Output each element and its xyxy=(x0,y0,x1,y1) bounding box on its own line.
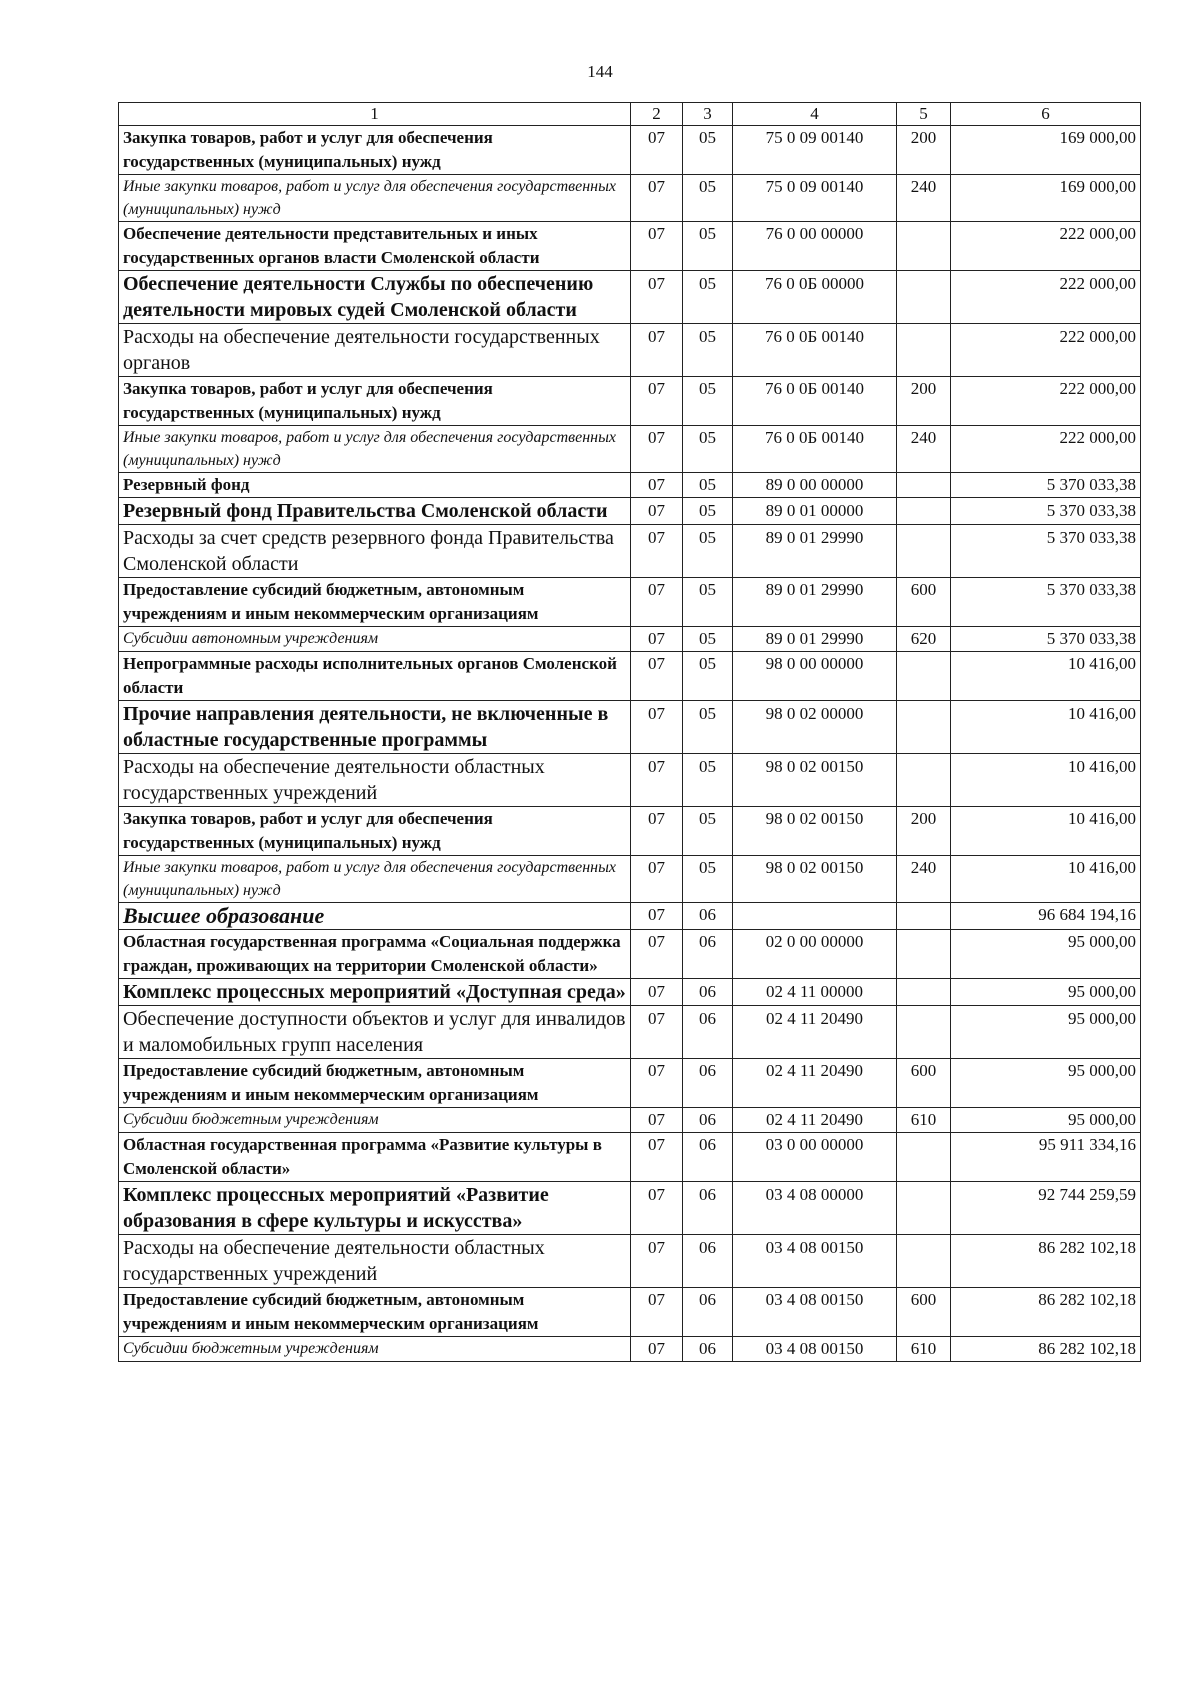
row-name: Предоставление субсидий бюджетным, автономным учреждениям и иным некоммерческим организациям xyxy=(119,1288,631,1337)
row-target-code: 75 0 09 00140 xyxy=(733,126,897,175)
row-subsection: 06 xyxy=(683,1059,733,1108)
row-section: 07 xyxy=(631,807,683,856)
row-expense-type: 620 xyxy=(897,627,951,652)
row-subsection: 06 xyxy=(683,1235,733,1288)
row-target-code: 03 0 00 00000 xyxy=(733,1133,897,1182)
row-expense-type: 240 xyxy=(897,426,951,473)
row-section: 07 xyxy=(631,979,683,1006)
row-expense-type xyxy=(897,1133,951,1182)
row-section: 07 xyxy=(631,652,683,701)
row-section: 07 xyxy=(631,903,683,930)
row-target-code: 02 4 11 20490 xyxy=(733,1059,897,1108)
row-expense-type xyxy=(897,903,951,930)
row-section: 07 xyxy=(631,627,683,652)
row-amount: 222 000,00 xyxy=(951,426,1141,473)
row-target-code: 98 0 02 00150 xyxy=(733,754,897,807)
row-subsection: 05 xyxy=(683,807,733,856)
row-expense-type xyxy=(897,701,951,754)
row-target-code: 02 4 11 00000 xyxy=(733,979,897,1006)
row-subsection: 05 xyxy=(683,525,733,578)
row-target-code: 98 0 00 00000 xyxy=(733,652,897,701)
row-section: 07 xyxy=(631,1108,683,1133)
row-expense-type: 200 xyxy=(897,377,951,426)
row-expense-type xyxy=(897,498,951,525)
row-subsection: 06 xyxy=(683,930,733,979)
row-amount: 86 282 102,18 xyxy=(951,1235,1141,1288)
row-target-code: 02 4 11 20490 xyxy=(733,1108,897,1133)
table-row xyxy=(119,1006,1141,1059)
row-expense-type: 600 xyxy=(897,1288,951,1337)
row-expense-type: 200 xyxy=(897,807,951,856)
row-subsection: 06 xyxy=(683,979,733,1006)
row-target-code: 89 0 01 29990 xyxy=(733,525,897,578)
table-row xyxy=(119,930,1141,979)
row-target-code: 02 4 11 20490 xyxy=(733,1006,897,1059)
row-name: Высшее образование xyxy=(119,903,631,930)
row-target-code xyxy=(733,903,897,930)
row-target-code: 76 0 0Б 00140 xyxy=(733,324,897,377)
row-target-code: 76 0 0Б 00140 xyxy=(733,426,897,473)
row-name: Расходы на обеспечение деятельности областных государственных учреждений xyxy=(119,754,631,807)
table-row xyxy=(119,627,1141,652)
row-target-code: 89 0 00 00000 xyxy=(733,473,897,498)
row-amount: 95 000,00 xyxy=(951,979,1141,1006)
row-target-code: 98 0 02 00150 xyxy=(733,856,897,903)
row-subsection: 06 xyxy=(683,1108,733,1133)
row-name: Комплекс процессных мероприятий «Доступная среда» xyxy=(119,979,631,1006)
table-row xyxy=(119,271,1141,324)
row-name: Иные закупки товаров, работ и услуг для обеспечения государственных (муниципальных) нужд xyxy=(119,426,631,473)
row-amount: 222 000,00 xyxy=(951,271,1141,324)
row-section: 07 xyxy=(631,271,683,324)
header-col-4: 4 xyxy=(733,103,897,126)
table-row xyxy=(119,856,1141,903)
row-expense-type xyxy=(897,754,951,807)
row-name: Субсидии автономным учреждениям xyxy=(119,627,631,652)
row-target-code: 98 0 02 00000 xyxy=(733,701,897,754)
row-target-code: 98 0 02 00150 xyxy=(733,807,897,856)
row-section: 07 xyxy=(631,1133,683,1182)
table-row xyxy=(119,652,1141,701)
table-row xyxy=(119,525,1141,578)
header-col-3: 3 xyxy=(683,103,733,126)
table-row xyxy=(119,754,1141,807)
row-target-code: 03 4 08 00000 xyxy=(733,1182,897,1235)
row-name: Закупка товаров, работ и услуг для обеспечения государственных (муниципальных) нужд xyxy=(119,807,631,856)
row-expense-type xyxy=(897,979,951,1006)
row-name: Областная государственная программа «Социальная поддержка граждан, проживающих на территории Смоленской области» xyxy=(119,930,631,979)
row-amount: 5 370 033,38 xyxy=(951,578,1141,627)
row-name: Закупка товаров, работ и услуг для обеспечения государственных (муниципальных) нужд xyxy=(119,377,631,426)
row-section: 07 xyxy=(631,1006,683,1059)
table-row xyxy=(119,473,1141,498)
row-amount: 222 000,00 xyxy=(951,377,1141,426)
row-expense-type xyxy=(897,1006,951,1059)
row-target-code: 89 0 01 00000 xyxy=(733,498,897,525)
table-row xyxy=(119,175,1141,222)
row-amount: 95 000,00 xyxy=(951,1059,1141,1108)
row-name: Комплекс процессных мероприятий «Развитие образования в сфере культуры и искусства» xyxy=(119,1182,631,1235)
table-row xyxy=(119,1235,1141,1288)
table-row xyxy=(119,903,1141,930)
row-section: 07 xyxy=(631,856,683,903)
row-subsection: 05 xyxy=(683,222,733,271)
row-name: Обеспечение доступности объектов и услуг для инвалидов и маломобильных групп населения xyxy=(119,1006,631,1059)
table-row xyxy=(119,1182,1141,1235)
row-subsection: 05 xyxy=(683,324,733,377)
row-subsection: 05 xyxy=(683,627,733,652)
row-subsection: 06 xyxy=(683,1182,733,1235)
row-target-code: 76 0 0Б 00140 xyxy=(733,377,897,426)
table-row xyxy=(119,1059,1141,1108)
row-target-code: 76 0 0Б 00000 xyxy=(733,271,897,324)
row-target-code: 02 0 00 00000 xyxy=(733,930,897,979)
table-row xyxy=(119,578,1141,627)
table-row xyxy=(119,979,1141,1006)
row-name: Предоставление субсидий бюджетным, автономным учреждениям и иным некоммерческим организациям xyxy=(119,578,631,627)
row-section: 07 xyxy=(631,498,683,525)
row-expense-type xyxy=(897,930,951,979)
row-expense-type xyxy=(897,271,951,324)
table-row xyxy=(119,222,1141,271)
row-amount: 10 416,00 xyxy=(951,856,1141,903)
header-col-5: 5 xyxy=(897,103,951,126)
row-section: 07 xyxy=(631,578,683,627)
header-col-2: 2 xyxy=(631,103,683,126)
row-section: 07 xyxy=(631,701,683,754)
row-subsection: 06 xyxy=(683,903,733,930)
row-amount: 86 282 102,18 xyxy=(951,1337,1141,1362)
row-name: Расходы за счет средств резервного фонда Правительства Смоленской области xyxy=(119,525,631,578)
row-expense-type xyxy=(897,222,951,271)
row-target-code: 76 0 00 00000 xyxy=(733,222,897,271)
row-expense-type xyxy=(897,1235,951,1288)
row-name: Расходы на обеспечение деятельности областных государственных учреждений xyxy=(119,1235,631,1288)
row-amount: 10 416,00 xyxy=(951,652,1141,701)
row-subsection: 05 xyxy=(683,578,733,627)
row-subsection: 05 xyxy=(683,754,733,807)
table-row xyxy=(119,1133,1141,1182)
row-target-code: 03 4 08 00150 xyxy=(733,1288,897,1337)
row-target-code: 89 0 01 29990 xyxy=(733,578,897,627)
table-header-row xyxy=(119,103,1141,126)
table-row xyxy=(119,324,1141,377)
row-subsection: 05 xyxy=(683,426,733,473)
row-name: Расходы на обеспечение деятельности государственных органов xyxy=(119,324,631,377)
row-subsection: 06 xyxy=(683,1288,733,1337)
row-expense-type: 240 xyxy=(897,856,951,903)
row-section: 07 xyxy=(631,1337,683,1362)
row-name: Резервный фонд Правительства Смоленской области xyxy=(119,498,631,525)
row-section: 07 xyxy=(631,222,683,271)
row-subsection: 05 xyxy=(683,473,733,498)
row-target-code: 03 4 08 00150 xyxy=(733,1235,897,1288)
row-expense-type: 200 xyxy=(897,126,951,175)
row-amount: 5 370 033,38 xyxy=(951,627,1141,652)
row-subsection: 05 xyxy=(683,271,733,324)
row-subsection: 05 xyxy=(683,377,733,426)
row-name: Субсидии бюджетным учреждениям xyxy=(119,1108,631,1133)
row-amount: 169 000,00 xyxy=(951,175,1141,222)
row-subsection: 05 xyxy=(683,175,733,222)
row-section: 07 xyxy=(631,377,683,426)
row-amount: 222 000,00 xyxy=(951,222,1141,271)
row-expense-type xyxy=(897,652,951,701)
row-amount: 95 000,00 xyxy=(951,930,1141,979)
row-section: 07 xyxy=(631,473,683,498)
row-amount: 96 684 194,16 xyxy=(951,903,1141,930)
row-amount: 5 370 033,38 xyxy=(951,525,1141,578)
row-expense-type: 600 xyxy=(897,578,951,627)
row-amount: 92 744 259,59 xyxy=(951,1182,1141,1235)
table-row xyxy=(119,126,1141,175)
row-amount: 222 000,00 xyxy=(951,324,1141,377)
row-subsection: 05 xyxy=(683,498,733,525)
table-row xyxy=(119,1288,1141,1337)
row-name: Обеспечение деятельности представительных и иных государственных органов власти Смоленской области xyxy=(119,222,631,271)
row-subsection: 05 xyxy=(683,856,733,903)
row-expense-type xyxy=(897,324,951,377)
row-amount: 86 282 102,18 xyxy=(951,1288,1141,1337)
row-subsection: 06 xyxy=(683,1337,733,1362)
table-row xyxy=(119,377,1141,426)
row-section: 07 xyxy=(631,1235,683,1288)
row-expense-type xyxy=(897,473,951,498)
budget-table xyxy=(118,102,1141,1362)
row-name: Иные закупки товаров, работ и услуг для обеспечения государственных (муниципальных) нужд xyxy=(119,856,631,903)
row-amount: 5 370 033,38 xyxy=(951,498,1141,525)
row-amount: 10 416,00 xyxy=(951,701,1141,754)
row-name: Непрограммные расходы исполнительных органов Смоленской области xyxy=(119,652,631,701)
row-target-code: 89 0 01 29990 xyxy=(733,627,897,652)
row-expense-type xyxy=(897,1182,951,1235)
row-target-code: 75 0 09 00140 xyxy=(733,175,897,222)
row-section: 07 xyxy=(631,1059,683,1108)
row-expense-type: 610 xyxy=(897,1337,951,1362)
row-subsection: 06 xyxy=(683,1006,733,1059)
row-amount: 5 370 033,38 xyxy=(951,473,1141,498)
header-col-6: 6 xyxy=(951,103,1141,126)
row-section: 07 xyxy=(631,324,683,377)
row-name: Областная государственная программа «Развитие культуры в Смоленской области» xyxy=(119,1133,631,1182)
row-amount: 95 000,00 xyxy=(951,1006,1141,1059)
row-section: 07 xyxy=(631,754,683,807)
row-amount: 10 416,00 xyxy=(951,807,1141,856)
table-row xyxy=(119,1337,1141,1362)
row-section: 07 xyxy=(631,1288,683,1337)
row-section: 07 xyxy=(631,525,683,578)
row-amount: 169 000,00 xyxy=(951,126,1141,175)
row-name: Предоставление субсидий бюджетным, автономным учреждениям и иным некоммерческим организациям xyxy=(119,1059,631,1108)
row-subsection: 05 xyxy=(683,126,733,175)
row-name: Закупка товаров, работ и услуг для обеспечения государственных (муниципальных) нужд xyxy=(119,126,631,175)
row-expense-type xyxy=(897,525,951,578)
row-expense-type: 240 xyxy=(897,175,951,222)
row-section: 07 xyxy=(631,930,683,979)
row-expense-type: 610 xyxy=(897,1108,951,1133)
table-row xyxy=(119,701,1141,754)
row-name: Иные закупки товаров, работ и услуг для обеспечения государственных (муниципальных) нужд xyxy=(119,175,631,222)
row-subsection: 05 xyxy=(683,652,733,701)
row-section: 07 xyxy=(631,426,683,473)
row-name: Субсидии бюджетным учреждениям xyxy=(119,1337,631,1362)
row-subsection: 06 xyxy=(683,1133,733,1182)
row-subsection: 05 xyxy=(683,701,733,754)
row-amount: 95 000,00 xyxy=(951,1108,1141,1133)
row-amount: 95 911 334,16 xyxy=(951,1133,1141,1182)
row-amount: 10 416,00 xyxy=(951,754,1141,807)
table-row xyxy=(119,807,1141,856)
row-section: 07 xyxy=(631,175,683,222)
table-row xyxy=(119,498,1141,525)
row-section: 07 xyxy=(631,126,683,175)
row-name: Обеспечение деятельности Службы по обеспечению деятельности мировых судей Смоленской области xyxy=(119,271,631,324)
header-col-1: 1 xyxy=(119,103,631,126)
row-name: Резервный фонд xyxy=(119,473,631,498)
row-target-code: 03 4 08 00150 xyxy=(733,1337,897,1362)
table-row xyxy=(119,426,1141,473)
row-section: 07 xyxy=(631,1182,683,1235)
page-number: 144 xyxy=(587,62,613,81)
row-expense-type: 600 xyxy=(897,1059,951,1108)
row-name: Прочие направления деятельности, не включенные в областные государственные программы xyxy=(119,701,631,754)
table-row xyxy=(119,1108,1141,1133)
